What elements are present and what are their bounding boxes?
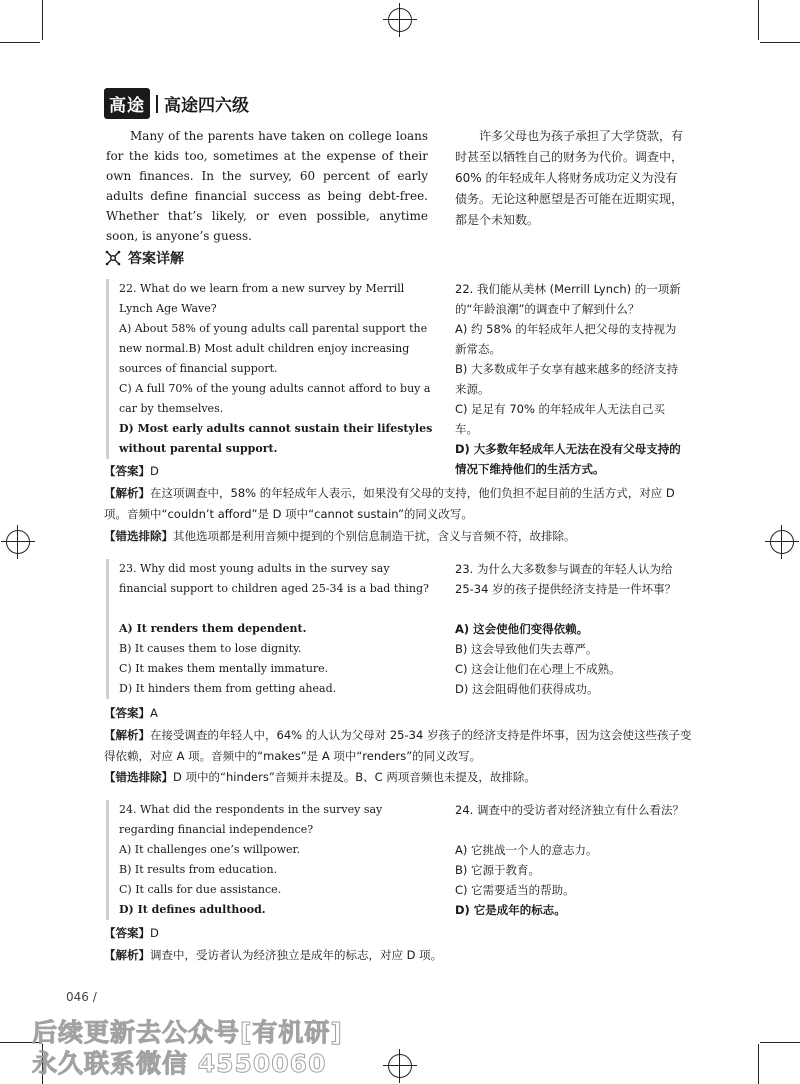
question-stem: 23. Why did most young adults in the survey say financial support to children aged 25-34 is a bad thing? [119, 562, 429, 595]
question-23-chinese [455, 559, 687, 699]
page-number: 046 / [66, 990, 97, 1004]
analysis-text: 在这项调查中，58% 的年轻成年人表示，如果没有父母的支持，他们负担不起目前的生活方式，对应 D 项。音频中“couldn’t afford”是 D 项中“cannot sustain”的同义改写。 [104, 486, 675, 521]
option-c: C) A full 70% of the young adults cannot afford to buy a car by themselves. [119, 382, 431, 415]
analysis-label: 【解析】 [104, 486, 150, 500]
question-22-english [106, 279, 434, 459]
analysis-23 [104, 725, 694, 767]
option-c: C) 它需要适当的帮助。 [455, 883, 575, 897]
brand-logo: 高途 [104, 88, 150, 119]
answer-24 [104, 923, 694, 944]
passage-english: Many of the parents have taken on college loans for the kids too, sometimes at the expense of their own finances. In the survey, 60 percent of early adults define financial success as being debt-free. Whether that’s likely, or even possible, anytime soon, is anyone’s guess. [106, 129, 428, 243]
option-b: B) 这会导致他们失去尊严。 [455, 642, 598, 656]
answer-label: 【答案】 [104, 706, 150, 720]
exclude-label: 【错选排除】 [104, 770, 173, 784]
exclude-label: 【错选排除】 [104, 529, 173, 543]
section-heading [104, 248, 184, 268]
analysis-text: 在接受调查的年轻人中，64% 的人认为父母对 25-34 岁孩子的经济支持是件坏事，因为这会使这些孩子变得依赖，对应 A 项。音频中的“makes”是 A 项中“renders”的同义改写。 [104, 728, 692, 763]
answer-value: A [150, 706, 158, 720]
question-stem: 22. What do we learn from a new survey by Merrill Lynch Age Wave? [119, 282, 405, 315]
option-b: B) It results from education. [119, 863, 278, 876]
option-d-correct: D) It defines adulthood. [119, 903, 266, 916]
option-b: B) It causes them to lose dignity. [119, 642, 302, 655]
option-a: A) It challenges one’s willpower. [119, 843, 301, 856]
option-b: B) 它源于教育。 [455, 863, 541, 877]
watermark-line-1: 后续更新去公众号[有机研] [32, 1018, 343, 1047]
question-24-english [106, 800, 434, 920]
exclude-text: 其他选项都是利用音频中提到的个别信息制造干扰，含义与音频不符，故排除。 [173, 529, 576, 543]
option-d: D) 这会阻碍他们获得成功。 [455, 682, 599, 696]
exclude-23 [104, 767, 694, 788]
answer-label: 【答案】 [104, 926, 150, 940]
option-a: A) 约 58% 的年轻成年人把父母的支持视为新常态。 [455, 322, 677, 356]
registration-mark-bottom [388, 1054, 412, 1078]
analysis-label: 【解析】 [104, 948, 150, 962]
option-a: A) 它挑战一个人的意志力。 [455, 843, 598, 857]
answer-23 [104, 703, 694, 724]
option-c: C) 足足有 70% 的年轻成年人无法自己买车。 [455, 402, 666, 436]
question-stem: 22. 我们能从美林 (Merrill Lynch) 的一项新的“年龄浪潮”的调查中了解到什么？ [455, 282, 681, 316]
question-stem: 24. What did the respondents in the survey say regarding financial independence? [119, 803, 383, 836]
registration-mark-top [388, 8, 412, 32]
passage-chinese: 许多父母也为孩子承担了大学贷款，有时甚至以牺牲自己的财务为代价。调查中，60% 的年轻成年人将财务成功定义为没有债务。无论这种愿望是否可能在近期实现，都是个未知数。 [455, 129, 684, 227]
analysis-22 [104, 483, 694, 525]
option-c: C) 这会让他们在心理上不成熟。 [455, 662, 621, 676]
option-a-correct: A) 这会使他们变得依赖。 [455, 622, 589, 636]
analysis-label: 【解析】 [104, 728, 150, 742]
question-stem: 23. 为什么大多数参与调查的年轻人认为给 25-34 岁的孩子提供经济支持是一件坏事？ [455, 562, 677, 596]
question-22-chinese [455, 279, 687, 479]
brand-name: 高途四六级 [164, 96, 249, 116]
exclude-text: D 项中的“hinders”音频并未提及。B、C 两项音频也未提及，故排除。 [173, 770, 536, 784]
section-title: 答案详解 [128, 251, 184, 267]
option-c: C) It makes them mentally immature. [119, 662, 329, 675]
question-23-english [106, 559, 434, 699]
answer-value: D [150, 926, 159, 940]
option-d-correct: D) Most early adults cannot sustain their lifestyles without parental support. [119, 422, 433, 455]
analysis-text: 调查中，受访者认为经济独立是成年的标志，对应 D 项。 [150, 948, 443, 962]
registration-mark-left [6, 530, 30, 554]
answer-22 [104, 461, 694, 482]
exclude-22 [104, 526, 694, 547]
brand-header [104, 88, 249, 119]
option-d-correct: D) 大多数年轻成年人无法在没有父母支持的情况下维持他们的生活方式。 [455, 442, 681, 476]
answer-label: 【答案】 [104, 464, 150, 478]
option-d-correct: D) 它是成年的标志。 [455, 903, 566, 917]
question-stem: 24. 调查中的受访者对经济独立有什么看法？ [455, 803, 684, 817]
option-d: D) It hinders them from getting ahead. [119, 682, 337, 695]
watermark-line-2: 永久联系微信 4550060 [32, 1049, 327, 1078]
option-a-b: A) About 58% of young adults call parental support the new normal.B) Most adult children enjoy increasing sources of financial support. [119, 322, 428, 375]
option-b: B) 大多数成年子女享有越来越多的经济支持来源。 [455, 362, 679, 396]
option-a-correct: A) It renders them dependent. [119, 622, 307, 635]
molecule-icon [104, 249, 122, 267]
analysis-24 [104, 945, 694, 966]
brand-divider [156, 95, 158, 113]
registration-mark-right [770, 530, 794, 554]
answer-value: D [150, 464, 159, 478]
option-c: C) It calls for due assistance. [119, 883, 282, 896]
question-24-chinese [455, 800, 687, 920]
